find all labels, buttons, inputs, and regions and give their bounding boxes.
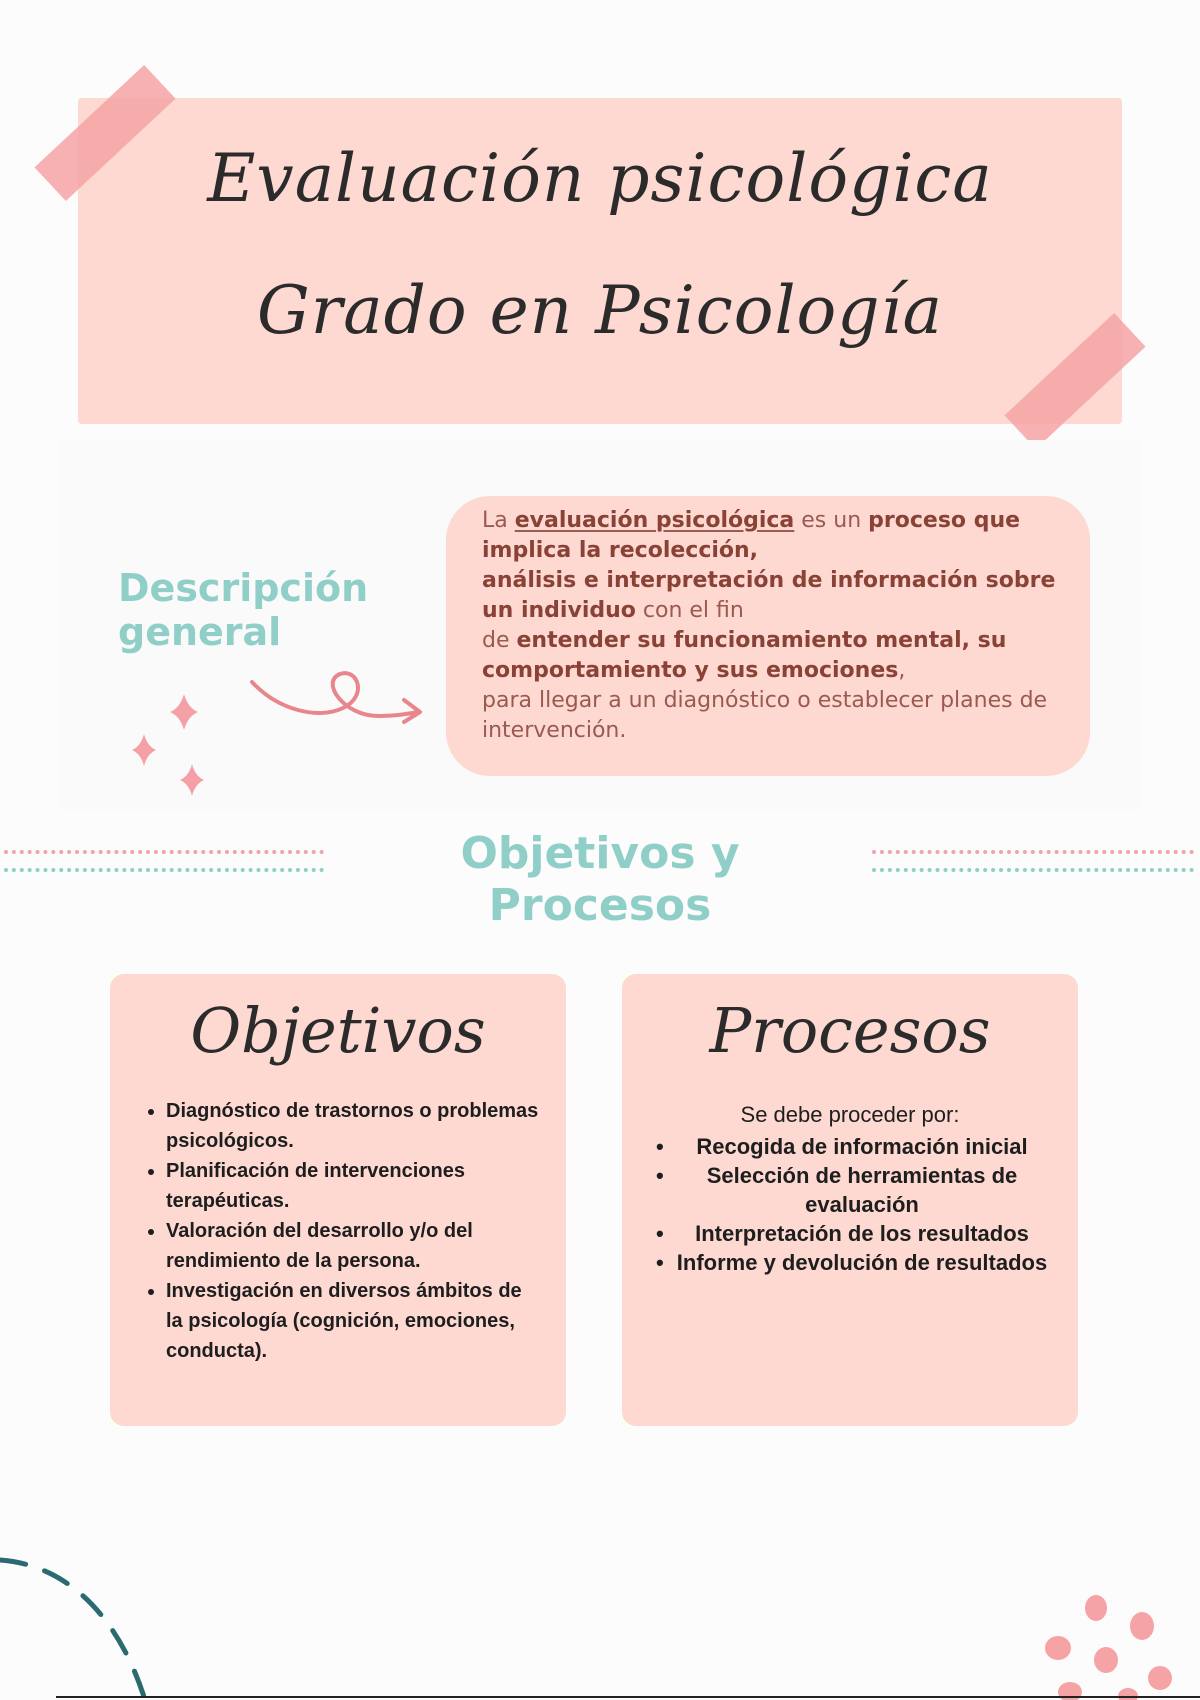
page-title-line1: Evaluación psicológica [207,140,993,217]
section-heading: Objetivos y Procesos [460,828,740,931]
page-title-line2: Grado en Psicología [257,272,943,349]
list-item: • Planificación de intervenciones terapéuticas. [166,1156,540,1216]
procesos-list [622,1132,1078,1277]
description-text: La evaluación psicológica es un proceso que implica la recolección, análisis e interpretación de información sobre un individuo con el fin de entender su funcionamiento mental, su comportamiento y sus emociones, para llegar a un diagnóstico o establecer planes de intervención. [482,508,1056,743]
dashed-arc-decoration [0,1540,180,1700]
list-item: • Diagnóstico de trastornos o problemas psicológicos. [166,1096,540,1156]
bottom-rule [56,1696,1200,1698]
dotted-divider-left [4,850,324,872]
procesos-intro: Se debe proceder por: [740,1102,960,1127]
list-item: • Informe y devolución de resultados [656,1250,1048,1275]
objetivos-card [110,974,566,1426]
procesos-card [622,974,1078,1426]
sparkles-icon [126,690,226,810]
dotted-divider-right [872,850,1194,872]
list-item: • Selección de herramientas de evaluación [656,1163,1018,1217]
list-item: • Valoración del desarrollo y/o del rendimiento de la persona. [166,1216,540,1276]
list-item: • Interpretación de los resultados [656,1221,1029,1246]
objetivos-title: Objetivos [190,994,486,1067]
list-item: • Recogida de información inicial [656,1134,1028,1159]
objetivos-list [140,1096,540,1366]
dots-cluster-decoration [1030,1590,1200,1700]
description-heading: Descripción general [118,566,369,654]
curly-arrow-icon [248,660,428,740]
procesos-title: Procesos [709,994,991,1067]
list-item: • Investigación en diversos ámbitos de la psicología (cognición, emociones, conducta). [166,1276,540,1366]
